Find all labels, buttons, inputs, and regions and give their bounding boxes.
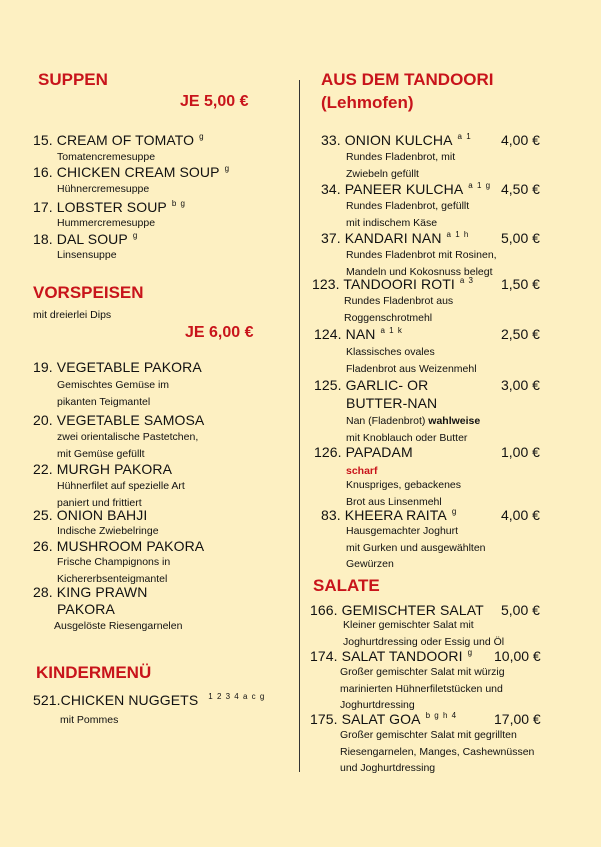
item-description: Großer gemischter Salat mit gegrillten Riesengarnelen, Manges, Cashewnüssen und Joghurtdressing xyxy=(340,729,535,774)
item-description: zwei orientalische Pastetchen, mit Gemüse gefüllt xyxy=(57,431,199,460)
item-description: Hühnercremesuppe xyxy=(57,183,150,195)
item-description: Frische Champignons in Kichererbsenteigmantel xyxy=(57,556,171,585)
item-description: mit Pommes xyxy=(60,714,119,726)
menu-item: 125. GARLIC- OR xyxy=(314,377,429,393)
item-description: Ausgelöste Riesengarnelen xyxy=(54,620,183,632)
item-description: Rundes Fladenbrot, mit Zwiebeln gefüllt xyxy=(346,151,456,180)
item-price: 1,50 € xyxy=(501,276,540,292)
item-description: Linsensuppe xyxy=(57,249,117,261)
menu-item: 22. MURGH PAKORA xyxy=(33,461,173,477)
menu-item: 521.CHICKEN NUGGETS $^{1 2 3 4 a c g}$ xyxy=(33,692,266,708)
tandoori-heading: AUS DEM TANDOORI xyxy=(321,70,494,89)
item-price: 4,00 € xyxy=(501,507,540,523)
item-description: Knuspriges, gebackenes Brot aus Linsenmehl xyxy=(346,479,461,508)
item-price: 1,00 € xyxy=(501,444,540,460)
menu-item: 34. PANEER KULCHA $^{a 1 g}$ xyxy=(321,181,492,197)
menu-item: 83. KHEERA RAITA $^g$ xyxy=(321,507,458,523)
menu-item: 37. KANDARI NAN $^{a 1 h}$ xyxy=(321,230,470,246)
kindermenu-heading: KINDERMENÜ xyxy=(36,663,152,682)
vorspeisen-heading: VORSPEISEN xyxy=(33,283,144,302)
vorspeisen-price-note: JE 6,00 € xyxy=(185,324,254,341)
item-description: Rundes Fladenbrot aus Roggenschrotmehl xyxy=(344,295,454,324)
item-description: Hühnerfilet auf spezielle Art paniert und frittiert xyxy=(57,480,185,509)
menu-item: 17. LOBSTER SOUP $^{b g}$ xyxy=(33,199,186,215)
suppen-price-note: JE 5,00 € xyxy=(180,93,249,110)
item-price: 10,00 € xyxy=(494,648,541,664)
item-description: Gemischtes Gemüse im pikanten Teigmantel xyxy=(57,379,170,408)
item-description: Rundes Fladenbrot mit Rosinen, Mandeln und Kokosnuss belegt xyxy=(346,249,497,278)
item-description: Großer gemischter Salat mit würzig marinierten Hühnerfiletstücken und Joghurtdressing xyxy=(340,666,505,711)
item-description: Kleiner gemischter Salat mit Joghurtdressing oder Essig und Öl xyxy=(343,619,505,648)
item-price: 3,00 € xyxy=(501,377,540,393)
menu-item: 20. VEGETABLE SAMOSA xyxy=(33,412,205,428)
menu-item: 124. NAN $^{a 1 k}$ xyxy=(314,326,403,342)
spicy-note: scharf xyxy=(346,465,378,477)
menu-item: 25. ONION BAHJI xyxy=(33,507,148,523)
item-description: Klassisches ovales Fladenbrot aus Weizenmehl xyxy=(346,346,477,375)
menu-item: 15. CREAM OF TOMATO $^g$ xyxy=(33,132,205,148)
menu-item: 26. MUSHROOM PAKORA xyxy=(33,538,205,554)
menu-item: 123. TANDOORI ROTI $^{a 3}$ xyxy=(312,276,474,292)
menu-item: 174. SALAT TANDOORI $^g$ xyxy=(310,648,474,664)
menu-item-continued: BUTTER-NAN xyxy=(346,395,438,411)
suppen-heading: SUPPEN xyxy=(38,70,108,89)
menu-item: 18. DAL SOUP $^g$ xyxy=(33,231,139,247)
item-price: 2,50 € xyxy=(501,326,540,342)
menu-item: 19. VEGETABLE PAKORA xyxy=(33,359,202,375)
item-description: Indische Zwiebelringe xyxy=(57,525,159,537)
item-price: 5,00 € xyxy=(501,602,540,618)
menu-item: 16. CHICKEN CREAM SOUP $^g$ xyxy=(33,164,231,180)
menu-item: 33. ONION KULCHA $^{a 1}$ xyxy=(321,132,472,148)
item-price: 4,00 € xyxy=(501,132,540,148)
menu-item: 166. GEMISCHTER SALAT xyxy=(310,602,484,618)
menu-item: 28. KING PRAWN xyxy=(33,584,148,600)
item-price: 17,00 € xyxy=(494,711,541,727)
salate-heading: SALATE xyxy=(313,576,380,595)
vorspeisen-subtitle: mit dreierlei Dips xyxy=(33,309,112,321)
menu-item-continued: PAKORA xyxy=(57,601,115,617)
tandoori-subtitle: (Lehmofen) xyxy=(321,93,414,112)
item-description: Rundes Fladenbrot, gefüllt mit indischem Käse xyxy=(346,200,470,229)
column-divider xyxy=(299,80,300,772)
menu-item: 175. SALAT GOA $^{b g h 4}$ xyxy=(310,711,458,727)
item-description: Hummercremesuppe xyxy=(57,217,156,229)
menu-item: 126. PAPADAM xyxy=(314,444,413,460)
item-description: Nan (Fladenbrot) wahlweise mit Knoblauch oder Butter xyxy=(346,415,481,444)
item-price: 4,50 € xyxy=(501,181,540,197)
item-description: Tomatencremesuppe xyxy=(57,151,156,163)
item-price: 5,00 € xyxy=(501,230,540,246)
item-description: Hausgemachter Joghurt mit Gurken und ausgewählten Gewürzen xyxy=(346,525,486,570)
